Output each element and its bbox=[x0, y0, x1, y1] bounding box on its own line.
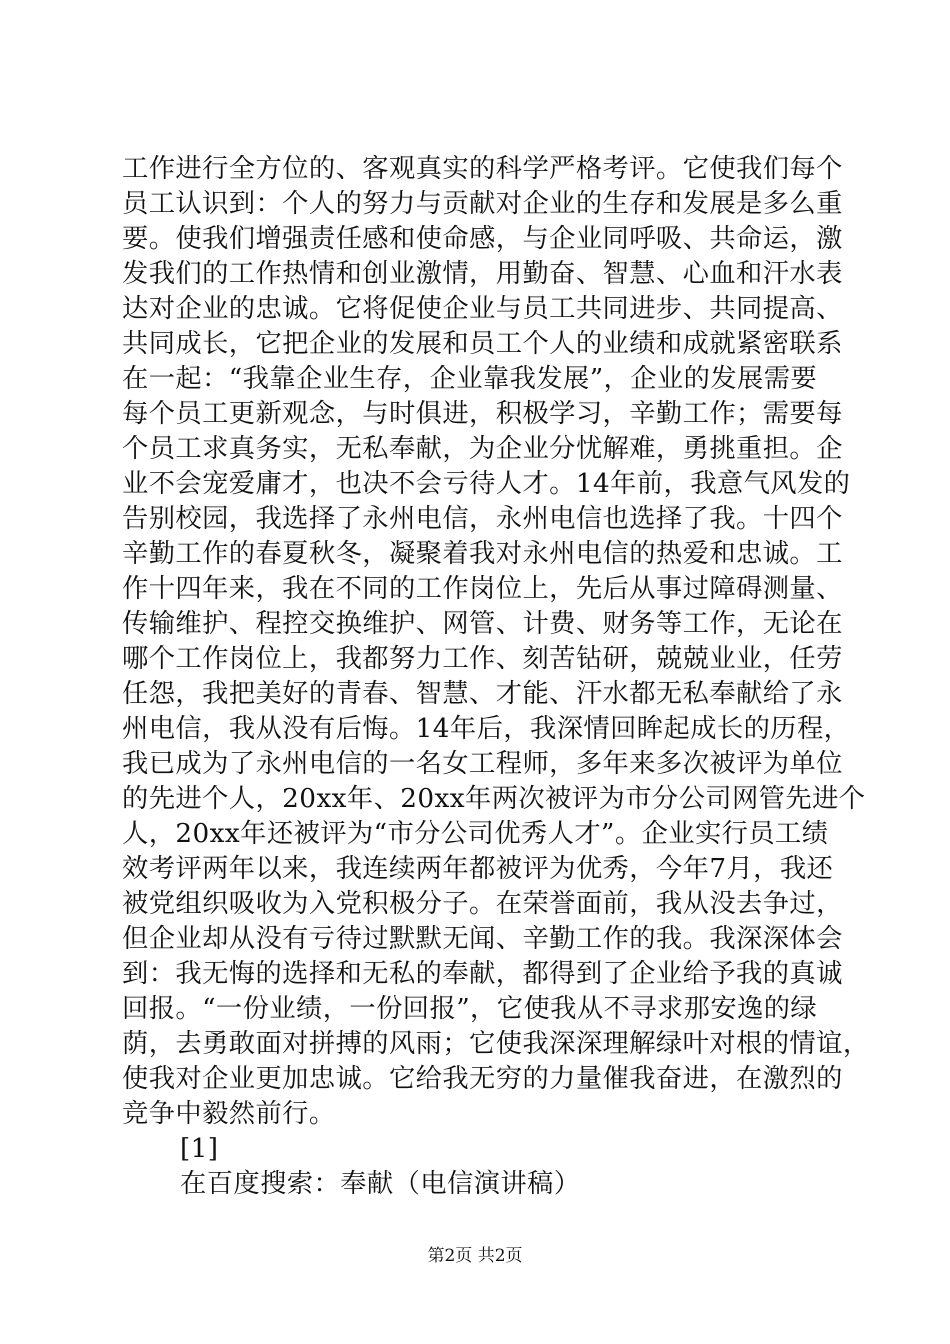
text-line: 效考评两年以来，我连续两年都被评为优秀，今年7月，我还 bbox=[122, 854, 834, 884]
text-line: 要。使我们增强责任感和使命感，与企业同呼吸、共命运，激 bbox=[122, 224, 843, 254]
text-line: 任怨，我把美好的青春、智慧、才能、汗水都无私奉献给了永 bbox=[122, 679, 843, 709]
text-line: 哪个工作岗位上，我都努力工作、刻苦钻研，兢兢业业，任劳 bbox=[122, 644, 843, 674]
text-line: 告别校园，我选择了永州电信，永州电信也选择了我。十四个 bbox=[122, 504, 843, 534]
text-line: 被党组织吸收为入党积极分子。在荣誉面前，我从没去争过， bbox=[122, 889, 843, 919]
text-line: 工作进行全方位的、客观真实的科学严格考评。它使我们每个 bbox=[122, 154, 843, 184]
text-line: 业不会宠爱庸才，也决不会亏待人才。14年前，我意气风发的 bbox=[122, 469, 851, 499]
text-line: 员工认识到：个人的努力与贡献对企业的生存和发展是多么重 bbox=[122, 189, 843, 219]
reference-marker: [1] bbox=[180, 1134, 219, 1164]
text-line: 达对企业的忠诚。它将促使企业与员工共同进步、共同提高、 bbox=[122, 294, 843, 324]
text-line: 的先进个人，20xx年、20xx年两次被评为市分公司网管先进个 bbox=[122, 784, 866, 814]
text-line: 但企业却从没有亏待过默默无闻、辛勤工作的我。我深深体会 bbox=[122, 924, 843, 954]
text-line: 使我对企业更加忠诚。它给我无穷的力量催我奋进，在激烈的 bbox=[122, 1064, 843, 1094]
search-line: 在百度搜索：奉献（电信演讲稿） bbox=[180, 1169, 581, 1199]
text-line: 共同成长，它把企业的发展和员工个人的业绩和成就紧密联系 bbox=[122, 329, 843, 359]
text-line: 在一起：“我靠企业生存，企业靠我发展”，企业的发展需要 bbox=[122, 364, 818, 394]
text-line: 发我们的工作热情和创业激情，用勤奋、智慧、心血和汗水表 bbox=[122, 259, 843, 289]
text-line: 作十四年来，我在不同的工作岗位上，先后从事过障碍测量、 bbox=[122, 574, 843, 604]
text-line: 到：我无悔的选择和无私的奉献，都得到了企业给予我的真诚 bbox=[122, 959, 843, 989]
text-line: 每个员工更新观念，与时俱进，积极学习，辛勤工作；需要每 bbox=[122, 399, 843, 429]
text-line: 辛勤工作的春夏秋冬，凝聚着我对永州电信的热爱和忠诚。工 bbox=[122, 539, 843, 569]
text-line: 荫，去勇敢面对拼搏的风雨；它使我深深理解绿叶对根的情谊， bbox=[122, 1029, 870, 1059]
text-line: 人，20xx年还被评为“市分公司优秀人才”。企业实行员工绩 bbox=[122, 819, 829, 849]
text-line: 州电信，我从没有后悔。14年后，我深情回眸起成长的历程， bbox=[122, 714, 851, 744]
body-text bbox=[122, 152, 870, 1202]
text-line: 竞争中毅然前行。 bbox=[122, 1099, 336, 1129]
text-line: 个员工求真务实，无私奉献，为企业分忧解难，勇挑重担。企 bbox=[122, 434, 843, 464]
text-line: 我已成为了永州电信的一名女工程师，多年来多次被评为单位 bbox=[122, 749, 843, 779]
text-line: 回报。“一份业绩，一份回报”，它使我从不寻求那安逸的绿 bbox=[122, 994, 818, 1024]
text-line: 传输维护、程控交换维护、网管、计费、财务等工作，无论在 bbox=[122, 609, 843, 639]
page-number-footer: 第2页 共2页 bbox=[427, 1246, 523, 1266]
